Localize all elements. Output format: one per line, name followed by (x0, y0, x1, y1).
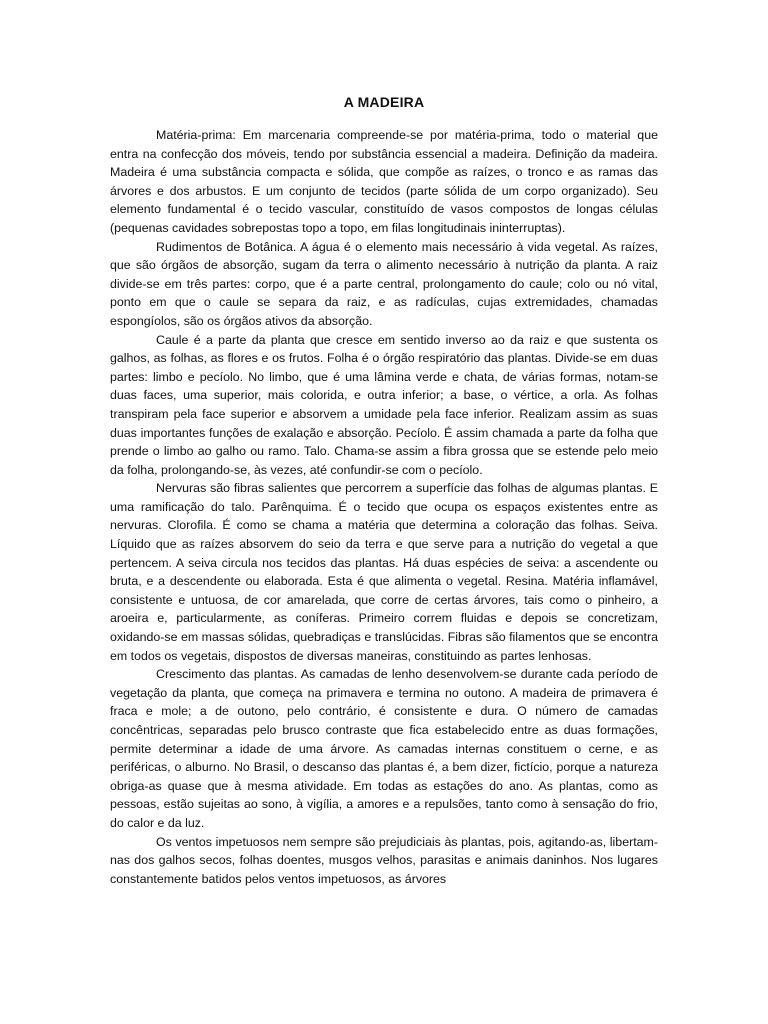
paragraph-crescimento: Crescimento das plantas. As camadas de lenho desenvolvem-se durante cada período de vegetação da planta, que começa na primavera e termina no outono. A madeira de primavera é fraca e mole; a de outono, pelo contrário, é consistente e dura. O número de camadas concêntricas, separadas pelo brusco contraste que fica estabelecido entre as duas formações, permite determinar a idade de uma árvore. As camadas internas constituem o cerne, e as periféricas, o alburno. No Brasil, o descanso das plantas é, a bem dizer, fictício, porque a natureza obriga-as quase que à mesma atividade. Em todas as estações do ano. As plantas, como as pessoas, estão sujeitas ao sono, à vigília, a amores e a repulsões, tanto como à sensação do frio, do calor e da luz. (110, 667, 658, 830)
document-title: A MADEIRA (343, 94, 425, 110)
paragraph-ventos: Os ventos impetuosos nem sempre são prejudiciais às plantas, pois, agitando-as, libertam-nas dos galhos secos, folhas doentes, musgos velhos, parasitas e animais daninhos. Nos lugares constantemente batidos pelos ventos impetuosos, as árvores (110, 834, 658, 886)
document-body (110, 126, 658, 888)
paragraph-materia-prima: Matéria-prima: Em marcenaria compreende-se por matéria-prima, todo o material que entra na confecção dos móveis, tendo por substância essencial a madeira. Definição da madeira. Madeira é uma substância compacta e sólida, que compõe as raízes, o tronco e as ramas das árvores e dos arbustos. E um conjunto de tecidos (parte sólida de um corpo organizado). Seu elemento fundamental é o tecido vascular, constituído de vasos compostos de longas células (pequenas cavidades sobrepostas topo a topo, em filas longitudinais ininterruptas). (110, 128, 658, 235)
paragraph-caule: Caule é a parte da planta que cresce em sentido inverso ao da raiz e que sustenta os galhos, as folhas, as flores e os frutos. Folha é o órgão respiratório das plantas. Divide-se em duas partes: limbo e pecíolo. No limbo, que é uma lâmina verde e chata, de várias formas, notam-se duas faces, uma superior, mais colorida, e outra inferior; a base, o vértice, a orla. As folhas transpiram pela face superior e absorvem a umidade pela face inferior. Realizam assim as suas duas importantes funções de exalação e absorção. Pecíolo. É assim chamada a parte da folha que prende o limbo ao galho ou ramo. Talo. Chama-se assim a fibra grossa que se estende pelo meio da folha, prolongando-se, às vezes, até confundir-se com o pecíolo. (110, 332, 658, 477)
paragraph-rudimentos-botanica: Rudimentos de Botânica. A água é o elemento mais necessário à vida vegetal. As raízes, que são órgãos de absorção, sugam da terra o alimento necessário à nutrição da planta. A raiz divide-se em três partes: corpo, que é a parte central, prolongamento do caule; colo ou nó vital, ponto em que o caule se separa da raiz, e as radículas, cujas extremidades, chamadas espongíolos, são os órgãos ativos da absorção. (110, 239, 658, 328)
paragraph-nervuras: Nervuras são fibras salientes que percorrem a superfície das folhas de algumas plantas. E uma ramificação do talo. Parênquima. É o tecido que ocupa os espaços existentes entre as nervuras. Clorofila. É como se chama a matéria que determina a coloração das folhas. Seiva. Líquido que as raízes absorvem do seio da terra e que serve para a nutrição do vegetal a que pertencem. A seiva circula nos tecidos das plantas. Há duas espécies de seiva: a ascendente ou bruta, e a descendente ou elaborada. Esta é que alimenta o vegetal. Resina. Matéria inflamável, consistente e untuosa, de cor amarelada, que corre de certas árvores, tais como o pinheiro, a aroeira e, particularmente, as coníferas. Primeiro correm fluidas e depois se concretizam, oxidando-se em massas sólidas, quebradiças e translúcidas. Fibras são filamentos que se encontra em todos os vegetais, dispostos de diversas maneiras, constituindo as partes lenhosas. (110, 481, 658, 663)
